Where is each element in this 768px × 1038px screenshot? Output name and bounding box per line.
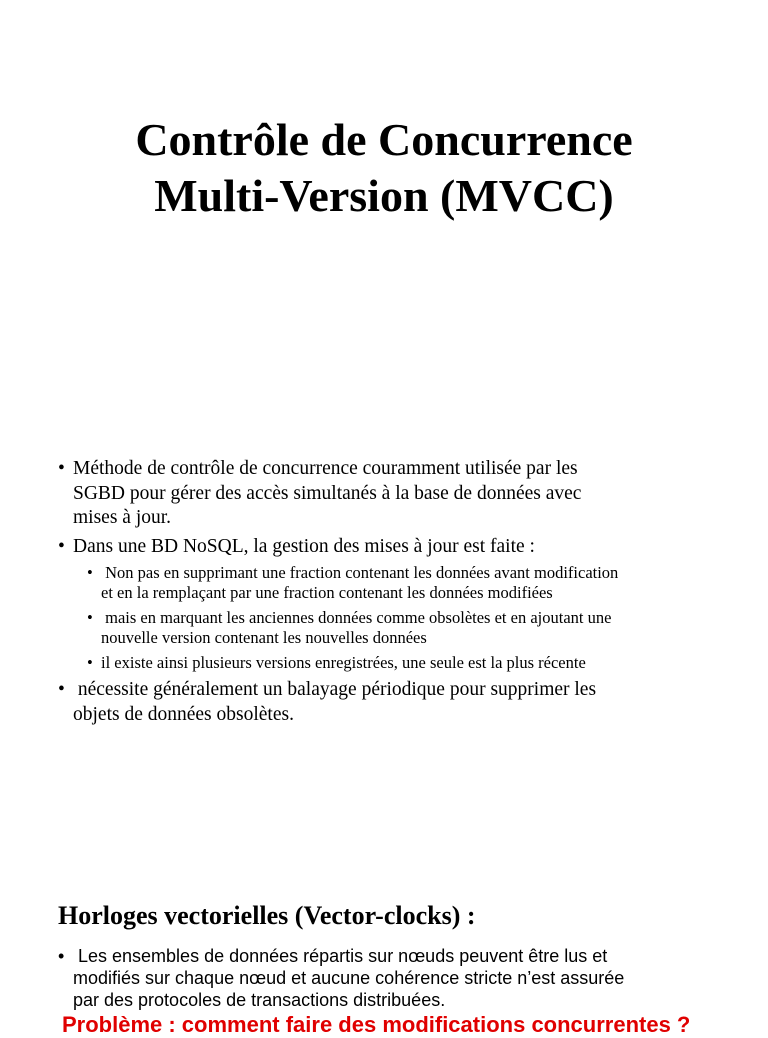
bullet-line: modifiés sur chaque nœud et aucune cohérence stricte n’est assurée	[73, 968, 625, 988]
bullet-item	[58, 535, 758, 560]
bullet-item	[58, 457, 758, 531]
bullet-icon: •	[87, 608, 93, 627]
sub-bullet-item	[58, 608, 758, 648]
bullet-line: et en la remplaçant par une fraction contenant les données modifiées	[101, 583, 553, 602]
bullet-line: Dans une BD NoSQL, la gestion des mises à jour est faite :	[73, 535, 535, 557]
mvcc-bullet-list	[58, 457, 758, 731]
bullet-line: objets de données obsolètes.	[73, 703, 294, 725]
section-heading: Horloges vectorielles (Vector-clocks) :	[58, 901, 476, 930]
slide-title	[0, 112, 768, 224]
bullet-icon: •	[58, 679, 65, 700]
bullet-icon: •	[87, 653, 93, 672]
bullet-icon: •	[58, 535, 65, 557]
bullet-line: il existe ainsi plusieurs versions enregistrées, une seule est la plus récente	[101, 653, 586, 672]
bullet-line: SGBD pour gérer des accès simultanés à la base de données avec	[73, 482, 582, 504]
bullet-line: nouvelle version contenant les nouvelles données	[101, 628, 427, 647]
vector-clocks-list	[58, 945, 758, 1011]
bullet-line: nécessite généralement un balayage périodique pour supprimer les	[73, 679, 597, 700]
sub-bullet-item	[58, 563, 758, 603]
bullet-line: par des protocoles de transactions distribuées.	[73, 990, 446, 1010]
bullet-line: mais en marquant les anciennes données comme obsolètes et en ajoutant une	[101, 608, 612, 627]
bullet-line: Méthode de contrôle de concurrence couramment utilisée par les	[73, 458, 578, 479]
title-line-2: Multi-Version (MVCC)	[154, 170, 614, 221]
bullet-icon: •	[58, 458, 65, 479]
bullet-icon: •	[87, 563, 93, 582]
bullet-icon: •	[58, 946, 65, 966]
bullet-item	[58, 678, 758, 727]
bullet-line: Les ensembles de données répartis sur nœuds peuvent être lus et	[73, 946, 608, 966]
problem-statement: Problème : comment faire des modifications concurrentes ?	[62, 1012, 691, 1037]
bullet-line: Non pas en supprimant une fraction contenant les données avant modification	[101, 563, 619, 582]
bullet-item	[58, 945, 758, 1011]
bullet-line: mises à jour.	[73, 507, 172, 528]
sub-bullet-item	[58, 653, 758, 673]
title-line-1: Contrôle de Concurrence	[135, 114, 633, 165]
